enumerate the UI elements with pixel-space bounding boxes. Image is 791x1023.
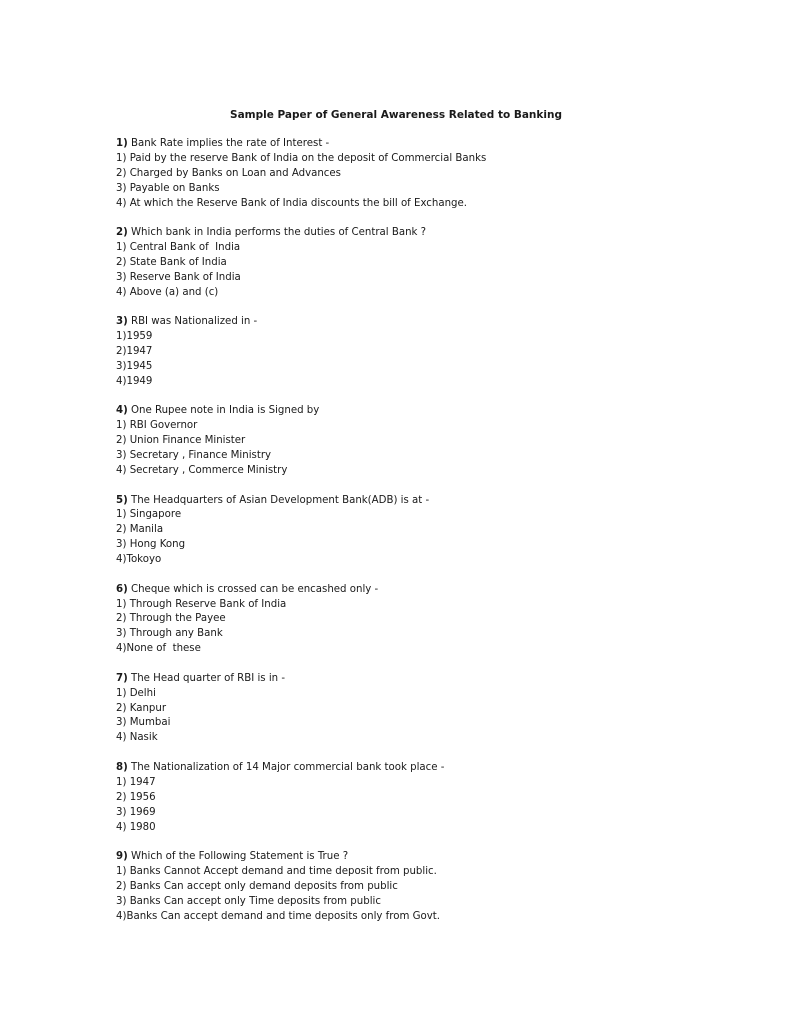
question-prompt: One Rupee note in India is Signed by [127,405,320,417]
option: 3) Hong Kong [116,539,186,551]
option: 2) Union Finance Minister [116,435,246,447]
option: 4)None of these [116,643,201,655]
question-number: 4) [116,405,128,417]
option: 4) 1980 [116,821,156,833]
question-prompt: The Nationalization of 14 Major commercial bank took place - [127,761,445,773]
question-text [116,404,676,419]
question-text [116,850,676,865]
option: 2) Banks Can accept only demand deposits from public [116,880,398,892]
document-page [116,108,676,939]
question-6 [116,583,676,658]
question-8 [116,761,676,836]
option: 4) Secretary , Commerce Ministry [116,465,288,476]
option: 3) Mumbai [116,717,171,729]
question-1 [116,137,676,212]
option: 1)1959 [116,331,153,343]
option: 4)1949 [116,375,153,387]
option: 3) 1969 [116,806,156,818]
question-number: 7) [116,672,128,684]
option: 4) Above (a) and (c) [116,286,219,298]
option: 1) Through Reserve Bank of India [116,598,287,610]
option: 2)1947 [116,346,153,358]
option: 4) Nasik [116,732,158,744]
question-number: 6) [116,583,128,595]
question-9 [116,850,676,925]
question-2 [116,226,676,301]
question-number: 3) [116,316,128,328]
option: 4)Tokoyo [116,554,162,566]
option: 4) At which the Reserve Bank of India discounts the bill of Exchange. [116,197,468,209]
option: 3) Payable on Banks [116,182,220,194]
question-text [116,137,676,152]
option: 2) Manila [116,524,164,536]
question-text [116,494,676,509]
question-prompt: Which of the Following Statement is True ? [127,851,349,862]
option: 2) 1956 [116,791,156,803]
question-prompt: Bank Rate implies the rate of Interest - [127,138,330,149]
document-title: Sample Paper of General Awareness Related to Banking [230,109,562,121]
question-number: 1) [116,138,128,149]
option: 1) RBI Governor [116,420,198,432]
option: 3)1945 [116,360,153,372]
question-prompt: RBI was Nationalized in - [127,316,258,328]
option: 2) Through the Payee [116,613,226,625]
question-3 [116,315,676,390]
option: 1) Singapore [116,509,182,521]
option: 1) Paid by the reserve Bank of India on the deposit of Commercial Banks [116,152,487,164]
option: 2) Charged by Banks on Loan and Advances [116,167,341,179]
option: 1) Banks Cannot Accept demand and time deposit from public. [116,865,437,877]
question-prompt: Cheque which is crossed can be encashed only - [127,583,379,595]
option: 3) Through any Bank [116,628,223,640]
option: 3) Secretary , Finance Ministry [116,450,272,462]
question-prompt: Which bank in India performs the duties of Central Bank ? [127,227,427,239]
question-7 [116,672,676,747]
option: 1) Delhi [116,687,156,699]
option: 1) Central Bank of India [116,242,241,254]
question-text [116,226,676,241]
question-text [116,672,676,687]
question-prompt: The Headquarters of Asian Development Bank(ADB) is at - [127,494,430,506]
option: 2) Kanpur [116,702,167,714]
option: 4)Banks Can accept demand and time deposits only from Govt. [116,910,441,922]
option: 1) 1947 [116,776,156,788]
option: 3) Banks Can accept only Time deposits from public [116,895,381,907]
question-text [116,761,676,776]
question-text [116,583,676,598]
option: 2) State Bank of India [116,256,227,268]
question-text [116,315,676,330]
question-5 [116,494,676,569]
question-4 [116,404,676,479]
question-number: 9) [116,851,128,862]
question-number: 8) [116,761,128,773]
option: 3) Reserve Bank of India [116,271,241,283]
question-number: 5) [116,494,128,506]
question-prompt: The Head quarter of RBI is in - [127,672,286,684]
question-number: 2) [116,227,128,239]
